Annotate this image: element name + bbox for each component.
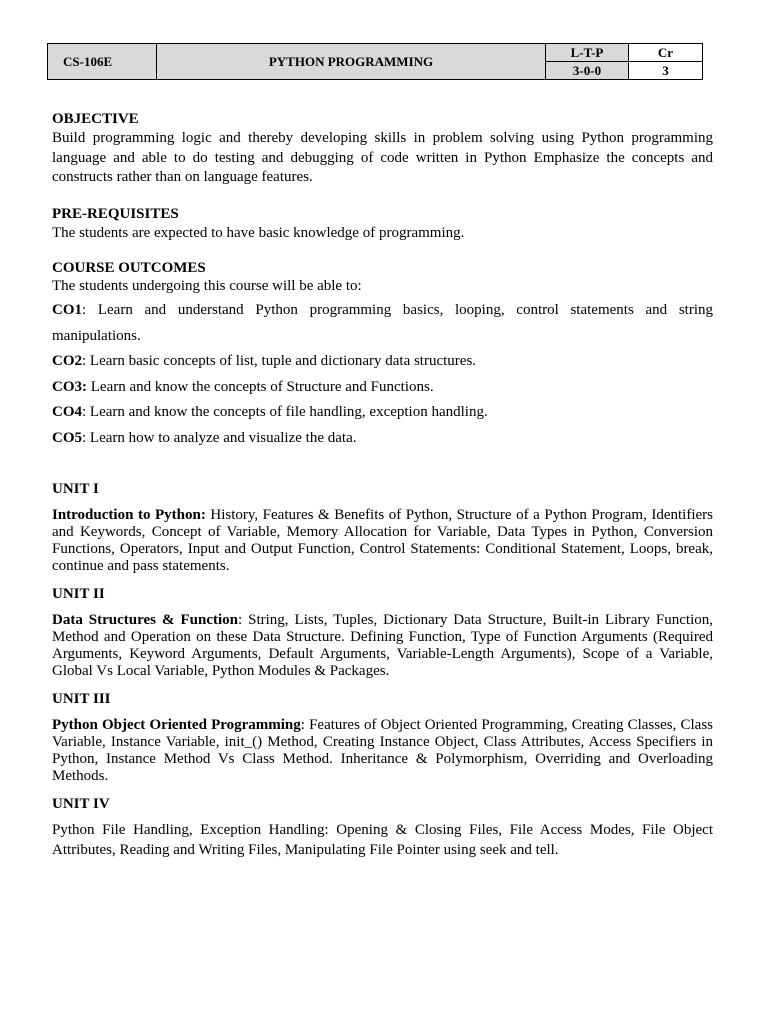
- unit-3-body: [52, 717, 713, 785]
- prerequisites-heading: PRE-REQUISITES: [52, 205, 179, 222]
- course-outcomes-heading: COURSE OUTCOMES: [52, 260, 206, 276]
- course-outcome-item: CO2: Learn basic concepts of list, tuple and dictionary data structures.: [52, 353, 477, 369]
- syllabus-content: [52, 110, 713, 860]
- outcome-text: Learn and know the concepts of file handling, exception handling.: [89, 404, 488, 420]
- outcome-text: Learn and understand Python programming basics, looping, control statements and string manipulations.: [52, 302, 713, 344]
- unit-4-body: [52, 821, 713, 860]
- ltp-label: L-T-P: [546, 44, 629, 62]
- course-outcomes-intro: The students undergoing this course will be able to:: [52, 278, 362, 294]
- credits-label: Cr: [629, 44, 703, 62]
- course-outcomes-list: [52, 298, 713, 451]
- unit-2-heading: UNIT II: [52, 586, 105, 602]
- outcome-code: CO1: [52, 302, 82, 318]
- unit-1-body: [52, 507, 713, 575]
- objective-heading: OBJECTIVE: [52, 111, 139, 127]
- unit-3-lead: Python Object Oriented Programming: [52, 717, 301, 733]
- outcome-code: CO5: [52, 429, 82, 446]
- objective-text: Build programming logic and thereby developing skills in problem solving using Python programming language and able to do testing and debugging of code written in Python Emphasize the concepts and constructs rather than on language features.: [52, 130, 713, 185]
- course-header-table: [47, 43, 703, 80]
- outcome-text: Learn basic concepts of list, tuple and dictionary data structures.: [89, 353, 477, 369]
- unit-2-body: [52, 612, 713, 680]
- course-code: CS-106E: [48, 44, 157, 80]
- unit-3-text: : Features of Object Oriented Programming, Creating Classes, Class Variable, Instance Variable, init_() Method, Creating Instance Object, Class Attributes, Access Specifiers in Python, Instance Method Vs Class Method. Inheritance & Polymorphism, Overriding and Overloading Methods.: [52, 717, 713, 784]
- course-outcome-item: CO4: Learn and know the concepts of file handling, exception handling.: [52, 404, 488, 420]
- unit-3-heading: UNIT III: [52, 691, 111, 707]
- unit-4-text: Python File Handling, Exception Handling: Opening & Closing Files, File Access Modes, File Object Attributes, Reading and Writing Files, Manipulating File Pointer using seek and tell.: [52, 822, 713, 858]
- prerequisites-text: The students are expected to have basic knowledge of programming.: [52, 224, 465, 241]
- course-outcome-item: CO5: Learn how to analyze and visualize the data.: [52, 429, 357, 446]
- outcome-code: CO4: [52, 404, 82, 420]
- unit-4-heading: UNIT IV: [52, 796, 110, 812]
- outcome-text: Learn and know the concepts of Structure and Functions.: [90, 378, 434, 395]
- outcome-text: Learn how to analyze and visualize the data.: [89, 429, 357, 446]
- ltp-value: 3-0-0: [546, 62, 629, 80]
- course-outcome-item: [52, 375, 713, 401]
- unit-2-text: : String, Lists, Tuples, Dictionary Data Structure, Built-in Library Function, Method and Operation on these Data Structure. Defining Function, Type of Function Arguments (Required Arguments, Keyword Arguments, Default Arguments, Variable-Length Arguments), Scope of a Variable, Global Vs Local Variable, Python Modules & Packages.: [52, 612, 714, 679]
- outcome-code: CO3:: [52, 378, 87, 395]
- course-outcome-item: CO1: Learn and understand Python programming basics, looping, control statements and string manipulations.: [52, 302, 713, 344]
- unit-1-heading: UNIT I: [52, 481, 99, 497]
- unit-1-text: History, Features & Benefits of Python, Structure of a Python Program, Identifiers and Keywords, Concept of Variable, Memory Allocation for Variable, Data Types in Python, Conversion Functions, Operators, Input and Output Function, Control Statements: Conditional Statement, Loops, break, continue and pass statements.: [52, 507, 713, 574]
- outcome-code: CO2: [52, 353, 82, 369]
- unit-2-lead: Data Structures & Function: [52, 612, 238, 628]
- course-title: PYTHON PROGRAMMING: [157, 44, 546, 80]
- credits-value: 3: [629, 62, 703, 80]
- unit-1-lead: Introduction to Python:: [52, 507, 206, 523]
